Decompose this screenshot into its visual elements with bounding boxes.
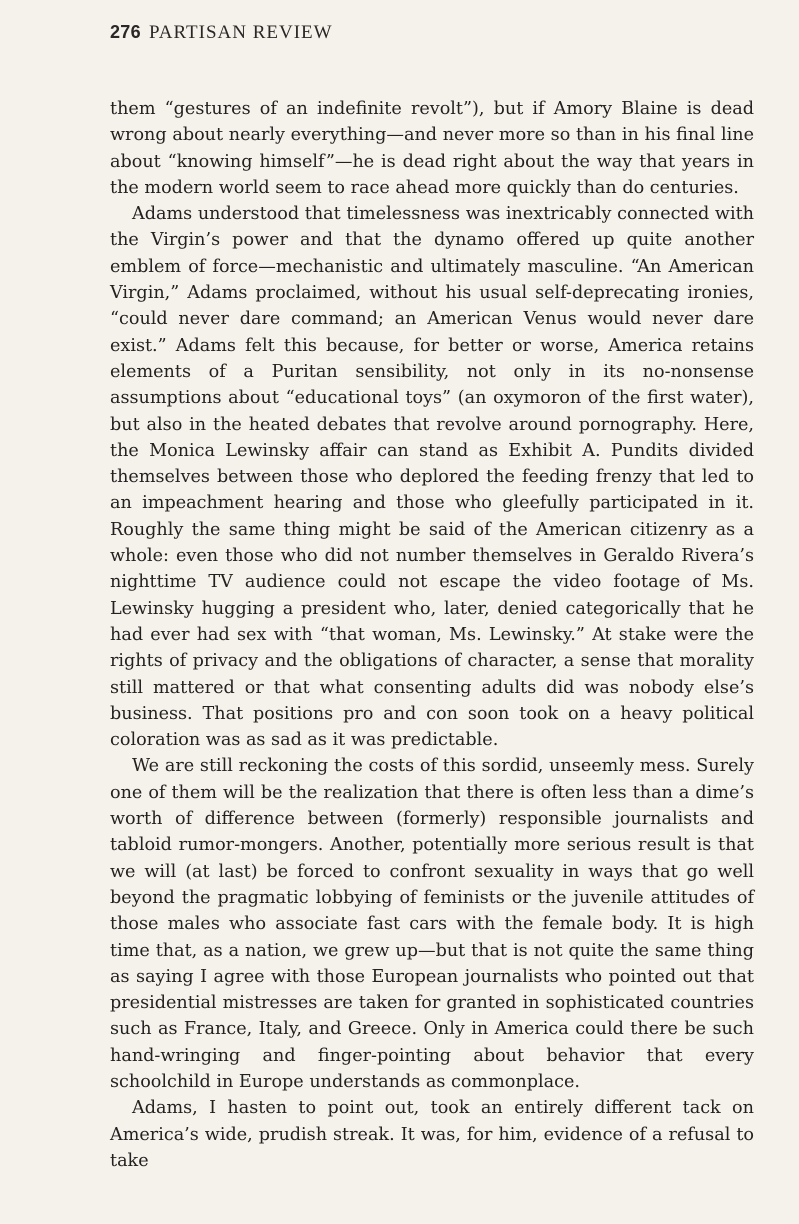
paragraph: We are still reckoning the costs of this sordid, unseemly mess. Surely one of them will be the realization that there is often less than a dime’s worth of difference between (formerly) responsible journalists and tabloid rumor-mongers. Another, potentially more serious result is that we will (at last) be forced to confront sexuality in ways that go well beyond the pragmatic lobbying of feminists or the juvenile attitudes of those males who associate fast cars with the female body. It is high time that, as a nation, we grew up—but that is not quite the same thing as saying I agree with those European journalists who pointed out that presidential mistresses are taken for granted in sophisticated countries such as France, Italy, and Greece. Only in America could there be such hand-wringing and finger-pointing about behavior that every schoolchild in Europe understands as commonplace.	[110, 756, 754, 1092]
paragraph: Adams, I hasten to point out, took an entirely different tack on America’s wide, prudish streak. It was, for him, evidence of a refusal to take	[110, 1098, 754, 1171]
running-head	[110, 22, 333, 44]
journal-title: PARTISAN REVIEW	[148, 22, 333, 43]
body-text	[110, 96, 754, 1174]
paragraph-continued: them “gestures of an indefinite revolt”), but if Amory Blaine is dead wrong about nearly everything—and never more so than in his final line about “knowing himself”—he is dead right about the way that years in the modern world seem to race ahead more quickly than do centuries.	[110, 99, 754, 198]
paragraph: Adams understood that timelessness was inextricably connected with the Virgin’s power and that the dynamo offered up quite another emblem of force—mechanistic and ultimately masculine. “An American Virgin,” Adams proclaimed, without his usual self-deprecating ironies, “could never dare command; an American Venus would never dare exist.” Adams felt this because, for better or worse, America retains elements of a Puritan sensibility, not only in its no-nonsense assumptions about “educational toys” (an oxymoron of the first water), but also in the heated debates that revolve around pornography. Here, the Monica Lewinsky affair can stand as Exhibit A. Pundits divided themselves between those who deplored the feeding frenzy that led to an impeachment hearing and those who gleefully participated in it. Roughly the same thing might be said of the American citizenry as a whole: even those who did not number themselves in Geraldo Rivera’s nighttime TV audience could not escape the video footage of Ms. Lewinsky hugging a president who, later, denied categorically that he had ever had sex with “that woman, Ms. Lewinsky.” At stake were the rights of privacy and the obligations of character, a sense that morality still mattered or that what consenting adults did was nobody else’s business. That positions pro and con soon took on a heavy political coloration was as sad as it was predictable.	[110, 204, 754, 751]
page-number: 276	[110, 22, 141, 42]
